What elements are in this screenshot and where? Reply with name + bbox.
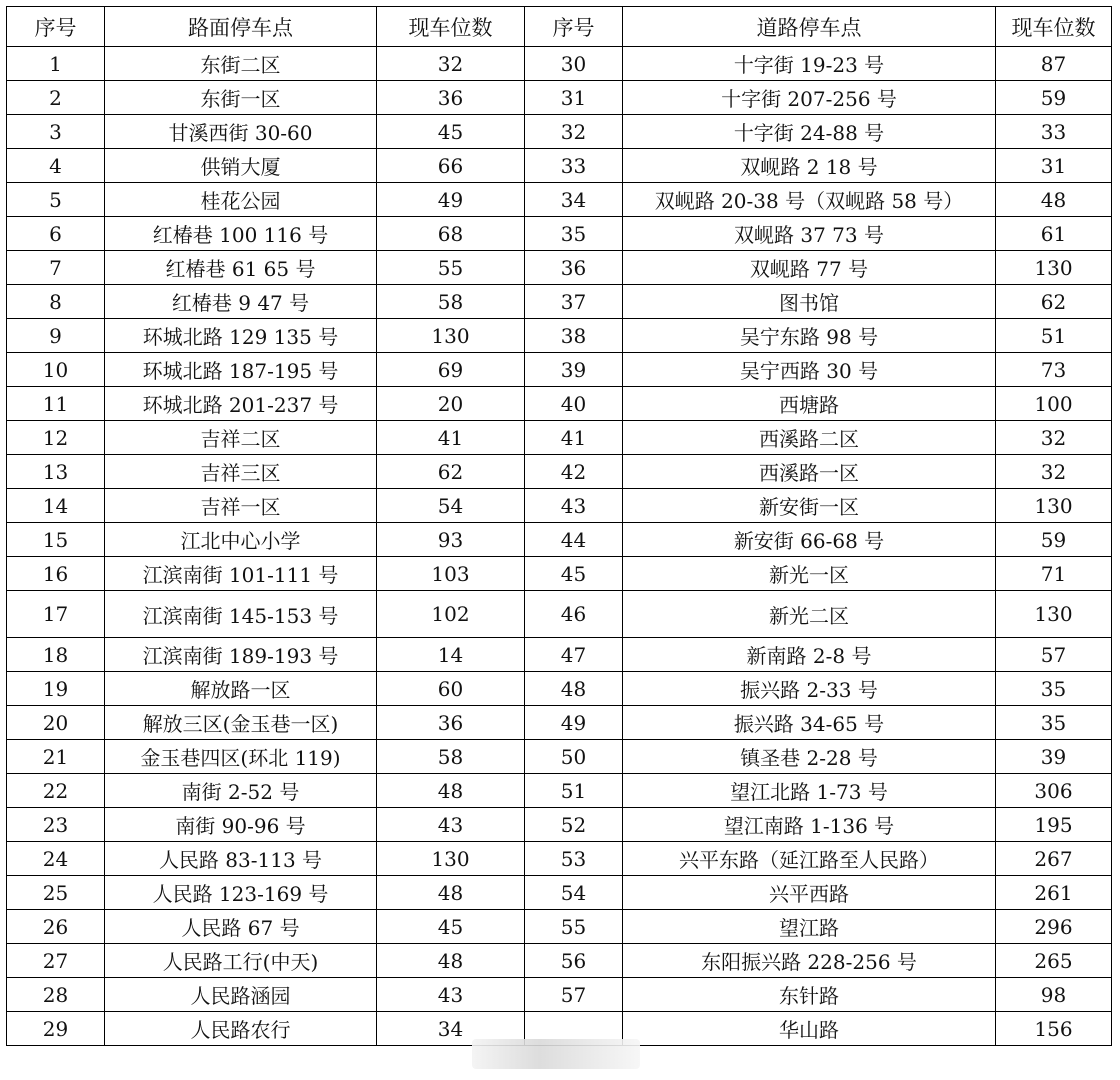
- header-street-parking: 道路停车点: [623, 7, 996, 47]
- table-row: [7, 638, 1112, 672]
- road-parking-name-cell: 桂花公园: [105, 183, 377, 217]
- spaces-right-cell: 32: [996, 455, 1112, 489]
- spaces-left-cell: 54: [377, 489, 525, 523]
- spaces-right-cell: 306: [996, 774, 1112, 808]
- index-left-cell: 11: [7, 387, 105, 421]
- index-left-cell: 16: [7, 557, 105, 591]
- spaces-left-cell: 41: [377, 421, 525, 455]
- index-left-cell: 2: [7, 81, 105, 115]
- spaces-left-cell: 48: [377, 774, 525, 808]
- table-row: [7, 353, 1112, 387]
- index-right-cell: 32: [525, 115, 623, 149]
- table-row: [7, 319, 1112, 353]
- index-left-cell: 14: [7, 489, 105, 523]
- index-right-cell: 31: [525, 81, 623, 115]
- spaces-right-cell: 73: [996, 353, 1112, 387]
- street-parking-name-cell: 十字街 207-256 号: [623, 81, 996, 115]
- spaces-right-cell: 33: [996, 115, 1112, 149]
- index-left-cell: 1: [7, 47, 105, 81]
- spaces-left-cell: 49: [377, 183, 525, 217]
- index-left-cell: 25: [7, 876, 105, 910]
- street-parking-name-cell: 振兴路 34-65 号: [623, 706, 996, 740]
- spaces-left-cell: 60: [377, 672, 525, 706]
- table-row: [7, 285, 1112, 319]
- index-left-cell: 20: [7, 706, 105, 740]
- table-row: [7, 944, 1112, 978]
- spaces-right-cell: 48: [996, 183, 1112, 217]
- table-row: [7, 47, 1112, 81]
- index-left-cell: 6: [7, 217, 105, 251]
- spaces-right-cell: 100: [996, 387, 1112, 421]
- header-road-parking: 路面停车点: [105, 7, 377, 47]
- table-row: [7, 740, 1112, 774]
- index-right-cell: 41: [525, 421, 623, 455]
- road-parking-name-cell: 人民路 123-169 号: [105, 876, 377, 910]
- spaces-right-cell: 98: [996, 978, 1112, 1012]
- street-parking-name-cell: 吴宁东路 98 号: [623, 319, 996, 353]
- spaces-right-cell: 51: [996, 319, 1112, 353]
- road-parking-name-cell: 人民路工行(中天): [105, 944, 377, 978]
- table-row: [7, 115, 1112, 149]
- street-parking-name-cell: 图书馆: [623, 285, 996, 319]
- header-index-right: 序号: [525, 7, 623, 47]
- spaces-left-cell: 55: [377, 251, 525, 285]
- road-parking-name-cell: 解放路一区: [105, 672, 377, 706]
- spaces-left-cell: 48: [377, 944, 525, 978]
- spaces-left-cell: 34: [377, 1012, 525, 1046]
- street-parking-name-cell: 西塘路: [623, 387, 996, 421]
- header-spaces-right: 现车位数: [996, 7, 1112, 47]
- street-parking-name-cell: 振兴路 2-33 号: [623, 672, 996, 706]
- index-left-cell: 12: [7, 421, 105, 455]
- street-parking-name-cell: 西溪路一区: [623, 455, 996, 489]
- spaces-right-cell: 61: [996, 217, 1112, 251]
- index-right-cell: 33: [525, 149, 623, 183]
- table-row: [7, 489, 1112, 523]
- table-row: [7, 842, 1112, 876]
- index-right-cell: 39: [525, 353, 623, 387]
- header-spaces-left: 现车位数: [377, 7, 525, 47]
- table-row: [7, 455, 1112, 489]
- index-right-cell: 51: [525, 774, 623, 808]
- road-parking-name-cell: 江滨南街 189-193 号: [105, 638, 377, 672]
- index-right-cell: 38: [525, 319, 623, 353]
- table-row: [7, 149, 1112, 183]
- table-row: [7, 706, 1112, 740]
- road-parking-name-cell: 江滨南街 145-153 号: [105, 591, 377, 638]
- street-parking-name-cell: 新安街 66-68 号: [623, 523, 996, 557]
- index-right-cell: 55: [525, 910, 623, 944]
- road-parking-name-cell: 南街 90-96 号: [105, 808, 377, 842]
- index-right-cell: 56: [525, 944, 623, 978]
- road-parking-name-cell: 人民路 67 号: [105, 910, 377, 944]
- index-left-cell: 4: [7, 149, 105, 183]
- index-left-cell: 13: [7, 455, 105, 489]
- road-parking-name-cell: 江北中心小学: [105, 523, 377, 557]
- street-parking-name-cell: 望江北路 1-73 号: [623, 774, 996, 808]
- index-left-cell: 5: [7, 183, 105, 217]
- street-parking-name-cell: 新光二区: [623, 591, 996, 638]
- road-parking-name-cell: 红椿巷 9 47 号: [105, 285, 377, 319]
- road-parking-name-cell: 吉祥一区: [105, 489, 377, 523]
- index-left-cell: 3: [7, 115, 105, 149]
- table-body: [7, 47, 1112, 1046]
- spaces-right-cell: 35: [996, 672, 1112, 706]
- street-parking-name-cell: 望江路: [623, 910, 996, 944]
- spaces-left-cell: 66: [377, 149, 525, 183]
- spaces-left-cell: 43: [377, 808, 525, 842]
- index-right-cell: 43: [525, 489, 623, 523]
- table-row: [7, 910, 1112, 944]
- index-right-cell: 52: [525, 808, 623, 842]
- road-parking-name-cell: 吉祥二区: [105, 421, 377, 455]
- street-parking-name-cell: 西溪路二区: [623, 421, 996, 455]
- index-right-cell: 46: [525, 591, 623, 638]
- parking-table: [6, 6, 1112, 1046]
- spaces-right-cell: 265: [996, 944, 1112, 978]
- spaces-right-cell: 195: [996, 808, 1112, 842]
- spaces-left-cell: 14: [377, 638, 525, 672]
- road-parking-name-cell: 环城北路 187-195 号: [105, 353, 377, 387]
- index-right-cell: 42: [525, 455, 623, 489]
- spaces-left-cell: 20: [377, 387, 525, 421]
- index-right-cell: 47: [525, 638, 623, 672]
- spaces-left-cell: 58: [377, 740, 525, 774]
- table-row: [7, 523, 1112, 557]
- table-row: [7, 591, 1112, 638]
- spaces-left-cell: 43: [377, 978, 525, 1012]
- table-row: [7, 978, 1112, 1012]
- road-parking-name-cell: 吉祥三区: [105, 455, 377, 489]
- index-left-cell: 21: [7, 740, 105, 774]
- table-row: [7, 81, 1112, 115]
- index-left-cell: 24: [7, 842, 105, 876]
- spaces-left-cell: 45: [377, 910, 525, 944]
- spaces-left-cell: 69: [377, 353, 525, 387]
- road-parking-name-cell: 环城北路 129 135 号: [105, 319, 377, 353]
- index-right-cell: 34: [525, 183, 623, 217]
- spaces-right-cell: 130: [996, 251, 1112, 285]
- road-parking-name-cell: 甘溪西街 30-60: [105, 115, 377, 149]
- road-parking-name-cell: 供销大厦: [105, 149, 377, 183]
- spaces-right-cell: 261: [996, 876, 1112, 910]
- table-row: [7, 557, 1112, 591]
- table-row: [7, 183, 1112, 217]
- spaces-right-cell: 71: [996, 557, 1112, 591]
- road-parking-name-cell: 环城北路 201-237 号: [105, 387, 377, 421]
- header-row: [7, 7, 1112, 47]
- spaces-right-cell: 39: [996, 740, 1112, 774]
- index-left-cell: 9: [7, 319, 105, 353]
- index-left-cell: 10: [7, 353, 105, 387]
- index-right-cell: 49: [525, 706, 623, 740]
- index-right-cell: 53: [525, 842, 623, 876]
- street-parking-name-cell: 东针路: [623, 978, 996, 1012]
- street-parking-name-cell: 十字街 24-88 号: [623, 115, 996, 149]
- index-left-cell: 23: [7, 808, 105, 842]
- road-parking-name-cell: 人民路 83-113 号: [105, 842, 377, 876]
- table-row: [7, 387, 1112, 421]
- street-parking-name-cell: 望江南路 1-136 号: [623, 808, 996, 842]
- street-parking-name-cell: 吴宁西路 30 号: [623, 353, 996, 387]
- spaces-left-cell: 48: [377, 876, 525, 910]
- spaces-left-cell: 93: [377, 523, 525, 557]
- index-right-cell: 30: [525, 47, 623, 81]
- table-row: [7, 217, 1112, 251]
- spaces-right-cell: 57: [996, 638, 1112, 672]
- index-left-cell: 22: [7, 774, 105, 808]
- index-left-cell: 28: [7, 978, 105, 1012]
- index-right-cell: 40: [525, 387, 623, 421]
- table-row: [7, 808, 1112, 842]
- spaces-right-cell: 87: [996, 47, 1112, 81]
- index-left-cell: 8: [7, 285, 105, 319]
- spaces-right-cell: 35: [996, 706, 1112, 740]
- index-left-cell: 18: [7, 638, 105, 672]
- index-left-cell: 19: [7, 672, 105, 706]
- street-parking-name-cell: 十字街 19-23 号: [623, 47, 996, 81]
- spaces-left-cell: 58: [377, 285, 525, 319]
- spaces-right-cell: 130: [996, 489, 1112, 523]
- street-parking-name-cell: 新光一区: [623, 557, 996, 591]
- road-parking-name-cell: 金玉巷四区(环北 119): [105, 740, 377, 774]
- index-right-cell: 57: [525, 978, 623, 1012]
- spaces-left-cell: 68: [377, 217, 525, 251]
- index-right-cell: 35: [525, 217, 623, 251]
- index-left-cell: 7: [7, 251, 105, 285]
- road-parking-name-cell: 解放三区(金玉巷一区): [105, 706, 377, 740]
- spaces-left-cell: 36: [377, 706, 525, 740]
- road-parking-name-cell: 南街 2-52 号: [105, 774, 377, 808]
- road-parking-name-cell: 红椿巷 61 65 号: [105, 251, 377, 285]
- index-left-cell: 27: [7, 944, 105, 978]
- blurred-watermark: [472, 1039, 640, 1069]
- street-parking-name-cell: 兴平东路（延江路至人民路）: [623, 842, 996, 876]
- spaces-left-cell: 32: [377, 47, 525, 81]
- spaces-right-cell: 59: [996, 523, 1112, 557]
- spaces-right-cell: 156: [996, 1012, 1112, 1046]
- parking-table-container: [6, 6, 1112, 1046]
- spaces-left-cell: 130: [377, 842, 525, 876]
- spaces-right-cell: 32: [996, 421, 1112, 455]
- spaces-right-cell: 130: [996, 591, 1112, 638]
- street-parking-name-cell: 新南路 2-8 号: [623, 638, 996, 672]
- header-index-left: 序号: [7, 7, 105, 47]
- index-right-cell: 45: [525, 557, 623, 591]
- spaces-right-cell: 59: [996, 81, 1112, 115]
- index-right-cell: 54: [525, 876, 623, 910]
- street-parking-name-cell: 镇圣巷 2-28 号: [623, 740, 996, 774]
- road-parking-name-cell: 人民路农行: [105, 1012, 377, 1046]
- index-right-cell: 36: [525, 251, 623, 285]
- road-parking-name-cell: 江滨南街 101-111 号: [105, 557, 377, 591]
- index-right-cell: 44: [525, 523, 623, 557]
- spaces-right-cell: 31: [996, 149, 1112, 183]
- road-parking-name-cell: 红椿巷 100 116 号: [105, 217, 377, 251]
- street-parking-name-cell: 新安街一区: [623, 489, 996, 523]
- road-parking-name-cell: 人民路涵园: [105, 978, 377, 1012]
- index-left-cell: 29: [7, 1012, 105, 1046]
- index-left-cell: 26: [7, 910, 105, 944]
- table-row: [7, 251, 1112, 285]
- street-parking-name-cell: 双岘路 77 号: [623, 251, 996, 285]
- table-row: [7, 774, 1112, 808]
- index-right-cell: 37: [525, 285, 623, 319]
- spaces-left-cell: 130: [377, 319, 525, 353]
- spaces-left-cell: 103: [377, 557, 525, 591]
- road-parking-name-cell: 东街一区: [105, 81, 377, 115]
- street-parking-name-cell: 东阳振兴路 228-256 号: [623, 944, 996, 978]
- street-parking-name-cell: 兴平西路: [623, 876, 996, 910]
- table-row: [7, 672, 1112, 706]
- spaces-right-cell: 62: [996, 285, 1112, 319]
- table-row: [7, 421, 1112, 455]
- road-parking-name-cell: 东街二区: [105, 47, 377, 81]
- street-parking-name-cell: 华山路: [623, 1012, 996, 1046]
- spaces-left-cell: 102: [377, 591, 525, 638]
- spaces-left-cell: 45: [377, 115, 525, 149]
- spaces-left-cell: 36: [377, 81, 525, 115]
- index-left-cell: 17: [7, 591, 105, 638]
- street-parking-name-cell: 双岘路 2 18 号: [623, 149, 996, 183]
- index-right-cell: 48: [525, 672, 623, 706]
- spaces-right-cell: 267: [996, 842, 1112, 876]
- index-left-cell: 15: [7, 523, 105, 557]
- spaces-right-cell: 296: [996, 910, 1112, 944]
- street-parking-name-cell: 双岘路 37 73 号: [623, 217, 996, 251]
- street-parking-name-cell: 双岘路 20-38 号（双岘路 58 号）: [623, 183, 996, 217]
- spaces-left-cell: 62: [377, 455, 525, 489]
- table-row: [7, 876, 1112, 910]
- index-right-cell: 50: [525, 740, 623, 774]
